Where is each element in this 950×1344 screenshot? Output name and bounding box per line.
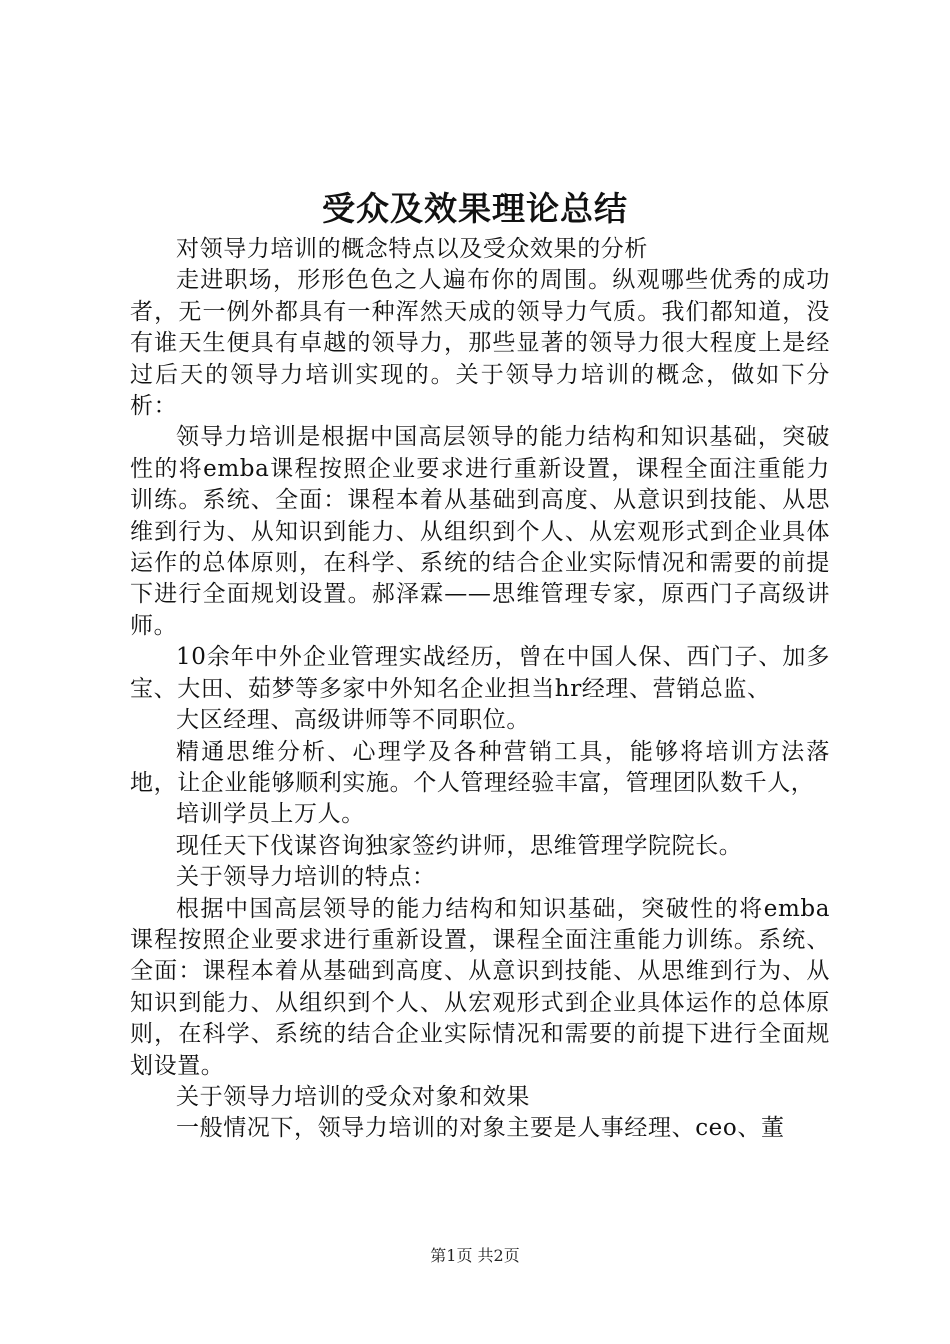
paragraph-audience-heading: 关于领导力培训的受众对象和效果 (176, 1083, 530, 1110)
paragraph-audience: 一般情况下，领导力培训的对象主要是人事经理、ceo、董 (176, 1115, 785, 1142)
paragraph-positions: 大区经理、高级讲师等不同职位。 (176, 707, 530, 734)
paragraph-subtitle: 对领导力培训的概念特点以及受众效果的分析 (176, 236, 648, 262)
document-body (130, 234, 830, 1145)
document-title: 受众及效果理论总结 (322, 189, 628, 228)
paragraph-concept: 领导力培训是根据中国高层领导的能力结构和知识基础，突破性的将emba课程按照企业要求进行重新设置，课程全面注重能力训练。系统、全面：课程本着从基础到高度、从意识到技能、从思维到行为、从知识到能力、从组织到个人、从宏观形式到企业具体运作的总体原则，在科学、系统的结合企业实际情况和需要的前提下进行全面规划设置。郝泽霖——思维管理专家，原西门子高级讲师。 (130, 424, 830, 639)
paragraph-features: 根据中国高层领导的能力结构和知识基础，突破性的将emba课程按照企业要求进行重新设置，课程全面注重能力训练。系统、全面：课程本着从基础到高度、从意识到技能、从思维到行为、从知识到能力、从组织到个人、从宏观形式到企业具体运作的总体原则，在科学、系统的结合企业实际情况和需要的前提下进行全面规划设置。 (130, 895, 830, 1079)
paragraph-features-heading: 关于领导力培训的特点： (176, 864, 436, 891)
paragraph-skills: 精通思维分析、心理学及各种营销工具，能够将培训方法落地，让企业能够顺利实施。个人管理经验丰富，管理团队数千人， (130, 738, 830, 796)
paragraph-experience: 10余年中外企业管理实战经历，曾在中国人保、西门子、加多宝、大田、茹梦等多家中外知名企业担当hr经理、营销总监、 (130, 644, 830, 702)
page-footer: 第1页 共2页 (430, 1246, 520, 1265)
paragraph-trainees: 培训学员上万人。 (176, 801, 365, 828)
paragraph-current-role: 现任天下伐谋咨询独家签约讲师，思维管理学院院长。 (176, 832, 743, 859)
paragraph-intro: 走进职场，形形色色之人遍布你的周围。纵观哪些优秀的成功者，无一例外都具有一种浑然天成的领导力气质。我们都知道，没有谁天生便具有卓越的领导力，那些显著的领导力很大程度上是经过后天的领导力培训实现的。关于领导力培训的概念，做如下分析： (130, 267, 830, 420)
